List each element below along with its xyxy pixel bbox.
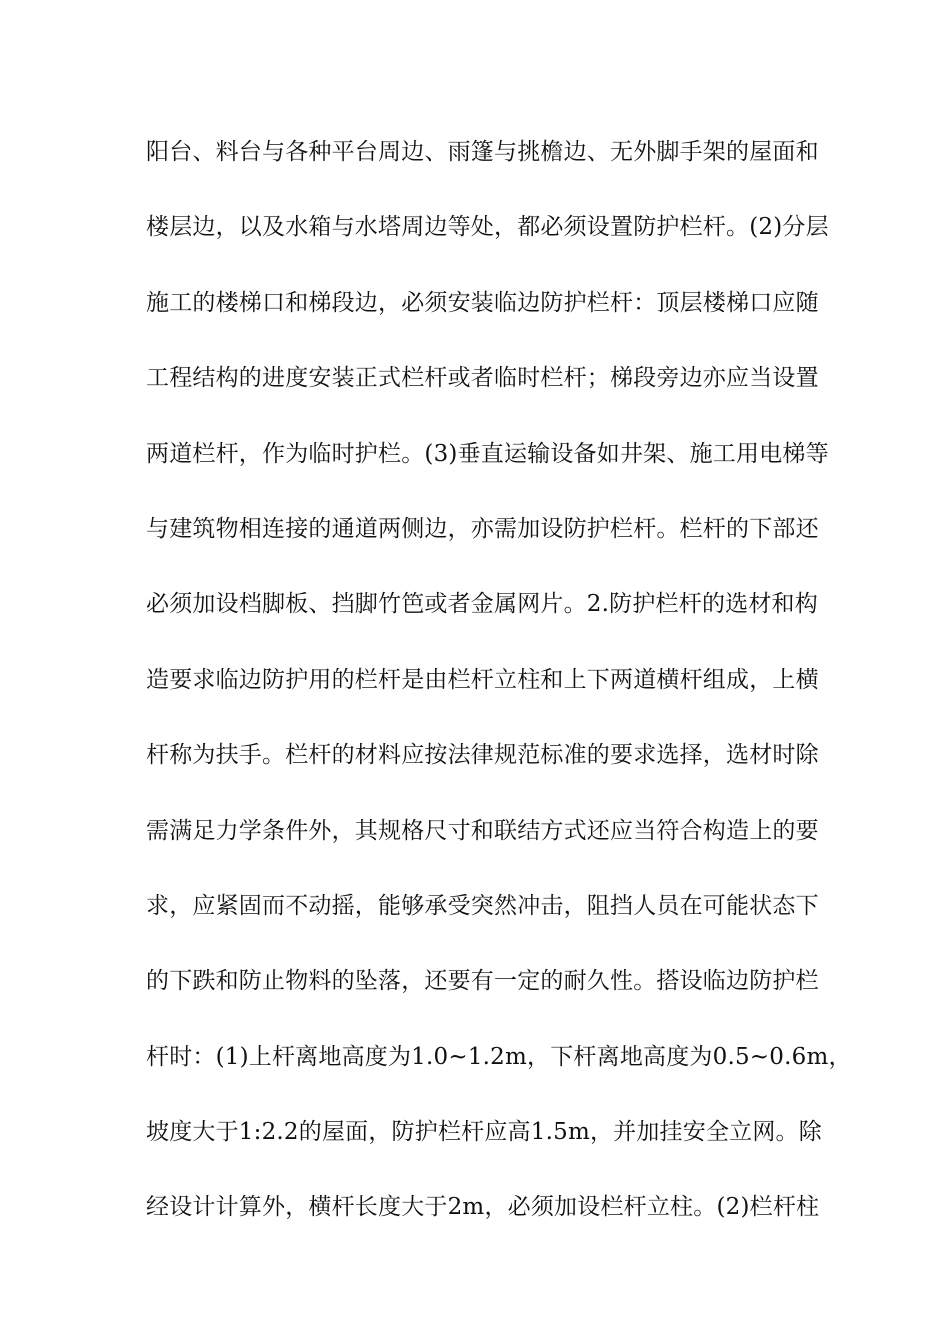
text-line-1: 阳台、料台与各种平台周边、雨篷与挑檐边、无外脚手架的屋面和 [146,139,819,165]
text-line-8: 造要求临边防护用的栏杆是由栏杆立柱和上下两道横杆组成，上横 [146,666,819,693]
text-line-15: 经设计计算外，横杆长度大于2m，必须加设栏杆立柱。(2)栏杆柱 [146,1194,820,1221]
text-line-14: 坡度大于1:2.2的屋面，防护栏杆应高1.5m，并加挂安全立网。除 [146,1119,822,1146]
text-line-6: 与建筑物相连接的通道两侧边，亦需加设防护栏杆。栏杆的下部还 [146,515,819,542]
text-line-9: 杆称为扶手。栏杆的材料应按法律规范标准的要求选择，选材时除 [146,742,819,769]
text-line-11: 求，应紧固而不动摇，能够承受突然冲击，阻挡人员在可能状态下 [146,892,819,919]
text-line-2: 楼层边，以及水箱与水塔周边等处，都必须设置防护栏杆。(2)分层 [146,214,829,241]
text-line-4: 工程结构的进度安装正式栏杆或者临时栏杆；梯段旁边亦应当设置 [146,365,819,392]
text-line-10: 需满足力学条件外，其规格尺寸和联结方式还应当符合构造上的要 [146,817,819,844]
text-line-5: 两道栏杆，作为临时护栏。(3)垂直运输设备如井架、施工用电梯等 [146,440,829,467]
text-line-7: 必须加设档脚板、挡脚竹笆或者金属网片。2.防护栏杆的选材和构 [146,591,818,618]
text-line-12: 的下跌和防止物料的坠落，还要有一定的耐久性。搭设临边防护栏 [146,968,819,995]
body-text [146,134,852,1265]
text-line-13: 杆时：(1)上杆离地高度为1.0~1.2m，下杆离地高度为0.5~0.6m， [146,1043,852,1070]
text-line-3: 施工的楼梯口和梯段边，必须安装临边防护栏杆：顶层楼梯口应随 [146,289,819,316]
